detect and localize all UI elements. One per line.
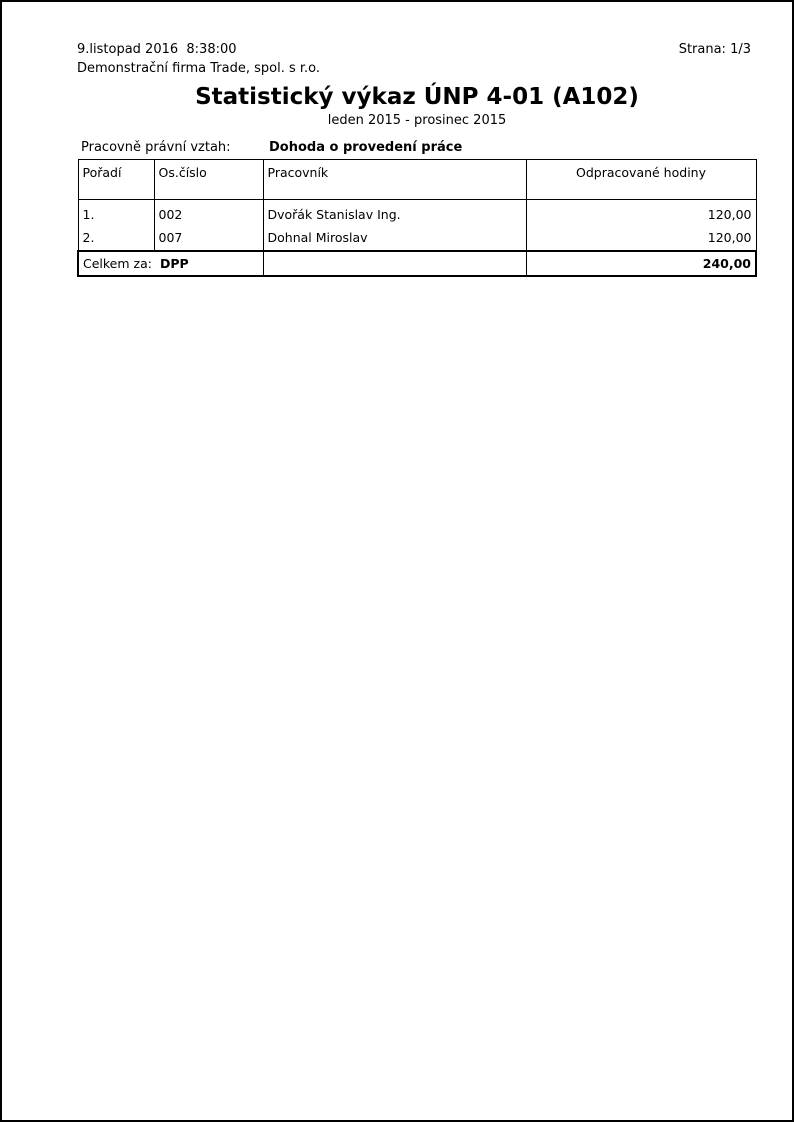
total-label-cell [78, 251, 263, 276]
relation-value: Dohoda o provedení práce [269, 140, 463, 155]
total-spacer-cell [263, 251, 526, 276]
table-total-row [78, 251, 756, 276]
total-label: Celkem za: [83, 255, 152, 271]
hours-table [77, 159, 757, 277]
cell-number: 007 [154, 226, 263, 251]
table-row [78, 200, 756, 226]
report-meta-row [77, 40, 757, 59]
column-header-name: Pracovník [263, 160, 526, 200]
total-group: DPP [160, 255, 189, 271]
table-header-row [78, 160, 756, 200]
column-header-number: Os.číslo [154, 160, 263, 200]
cell-hours: 120,00 [526, 226, 756, 251]
cell-name: Dvořák Stanislav Ing. [263, 200, 526, 226]
cell-name: Dohnal Miroslav [263, 226, 526, 251]
cell-order: 2. [78, 226, 154, 251]
print-datetime: 9.listopad 2016 8:38:00 [77, 42, 237, 57]
relation-label: Pracovně právní vztah: [81, 140, 231, 155]
column-header-order: Pořadí [78, 160, 154, 200]
report-period: leden 2015 - prosinec 2015 [327, 113, 507, 128]
table-row [78, 226, 756, 251]
report-title: Statistický výkaz ÚNP 4-01 (A102) [195, 84, 639, 110]
page-number: Strana: 1/3 [678, 42, 751, 57]
cell-order: 1. [78, 200, 154, 226]
cell-number: 002 [154, 200, 263, 226]
relation-line [77, 140, 757, 155]
report-content [77, 40, 757, 277]
total-hours: 240,00 [526, 251, 756, 276]
company-name: Demonstrační firma Trade, spol. s r.o. [77, 61, 321, 76]
column-header-hours: Odpracované hodiny [526, 160, 756, 200]
cell-hours: 120,00 [526, 200, 756, 226]
